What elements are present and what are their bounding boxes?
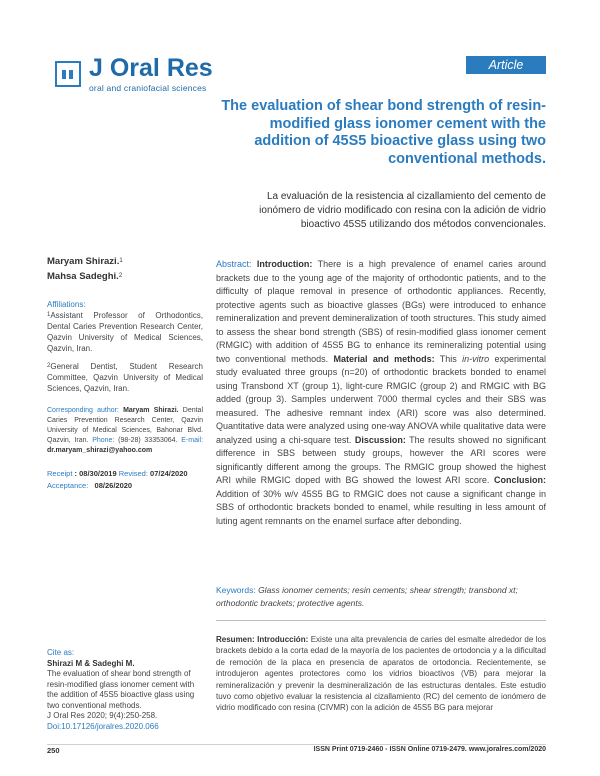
article-title: The evaluation of shear bond strength of resin-modified glass ionomer cement with the addition of 45S5 bioactive glass using two conventional methods. xyxy=(221,98,546,167)
article-dates: Receipt : 08/30/2019 Revised: 07/24/2020 Acceptance: 08/26/2020 xyxy=(47,469,188,490)
logo-mark-icon xyxy=(55,61,81,87)
article-subtitle-spanish: La evaluación de la resistencia al cizallamiento del cemento de ionómero de vidrio modificado con resina con la adición de vidrio bioactivo 45S5 utilizando dos métodos convencionales. xyxy=(259,191,546,230)
section-divider xyxy=(216,620,546,621)
doi-link[interactable]: Doi:10.17126/joralres.2020.066 xyxy=(47,721,159,731)
author-1: Maryam Shirazi.$^1$ xyxy=(47,256,123,267)
logo-subtitle: oral and craniofacial sciences xyxy=(89,83,207,93)
corresponding-author: Corresponding author: Maryam Shirazi. Dental Caries Prevention Research Center, Qazvin University of Medical Sciences, Bahonar Blvd. Qazvin, Iran. Phone: (98-28) 33353064. E-mail: dr.maryam_shirazi@yahoo.com xyxy=(47,407,204,454)
email-link[interactable]: dr.maryam_shirazi@yahoo.com xyxy=(47,447,153,454)
affiliation-2: $^2$General Dentist, Student Research Committee, Qazvin University of Medical Sciences, Qazvin, Iran. xyxy=(47,362,203,393)
author-list xyxy=(47,254,123,284)
author-2: Mahsa Sadeghi.$^2$ xyxy=(47,271,123,282)
journal-logo xyxy=(55,54,225,96)
keywords: Keywords: Glass ionomer cements; resin cements; shear strength; transbond xt; orthodontic brackets; protective agents. xyxy=(216,585,518,608)
footer-rule xyxy=(47,744,546,745)
logo-title: J Oral Res xyxy=(89,54,213,82)
footer-issn: ISSN Print 0719-2460 - ISSN Online 0719-2479. www.joralres.com/2020 xyxy=(313,746,546,753)
journal-url-link[interactable]: www.joralres.com/2020 xyxy=(468,746,546,753)
abstract-text: Abstract: Introduction: There is a high prevalence of enamel caries around brackets due to the young age of the majority of orthodontic patients, and to the difficulty of plaque removal in presence of orthodontic appliances. Recently, protective agents such as bioactive glasses (BGs) were introduced to enhance remineralization and prevent demineralization of tooth structures. This study aimed to assess the shear bond strength (SBS) of resin-modified glass ionomer cement (RMGIC) with addition of 45S5 BG to enhance its remineralizing potential using two conventional methods. Material and methods: This in-vitro experimental study evaluated three groups (n=20) of orthodontic brackets bonded to enamel using Transbond XT (group 1), light-cure RMGIC (group 2) and RMGIC with BG added (group 3). Samples underwent 7000 thermal cycles and their SBS was measured. The adhesive remnant index (ARI) score was also determined. Quantitative data were analyzed using one-way ANOVA while qualitative data were analyzed using a chi-square test. Discussion: The results showed no significant difference in SBS between study groups, however the ARI scores were significantly different among the groups. The RMGIC group showed the highest ARI while RMGIC doped with BG showed the lowest ARI score. Conclusion: Addition of 30% w/v 45S5 BG to RMGIC does not cause a significant change in SBS of orthodontic brackets bonded to enamel, while resulting in less amount of luting agent remnants on the enamel surface after debonding. xyxy=(216,259,546,526)
resumen-text: Resumen: Introducción: Existe una alta prevalencia de caries del esmalte alrededor de los brackets debido a la corta edad de la mayoría de los pacientes de ortodoncia y a la dificultad de remoción de la placa en presencia de aparatos de ortodoncia. Recientemente, se introdujeron agentes protectores como los vidrios bioactivos (VB) para mejorar la remineralización y prevenir la desmineralización de las estructuras dentales. Este estudio tuvo como objetivo evaluar la resistencia al cizallamiento (RC) del cemento de ionómero de vidrio modificado con resina (CIVMR) con la adición de 45S5 BG para mejorar xyxy=(216,635,546,713)
page-number: 250 xyxy=(47,746,60,755)
cite-as-block: Cite as: Shirazi M & Sadeghi M. The evaluation of shear bond strength of resin-modified glass ionomer cement with the addition of 45S5 bioactive glass using two conventional methods. J Oral Res 2020; 9(4):250-258. Doi:10.17126/joralres.2020.066 xyxy=(47,648,203,732)
article-type-badge: Article xyxy=(466,56,546,74)
affiliation-1: $^1$Assistant Professor of Orthodontics, Dental Caries Prevention Research Center, Qazvin University of Medical Sciences, Qazvin, Iran. xyxy=(47,311,203,353)
affiliations-heading: Affiliations: xyxy=(47,300,86,309)
